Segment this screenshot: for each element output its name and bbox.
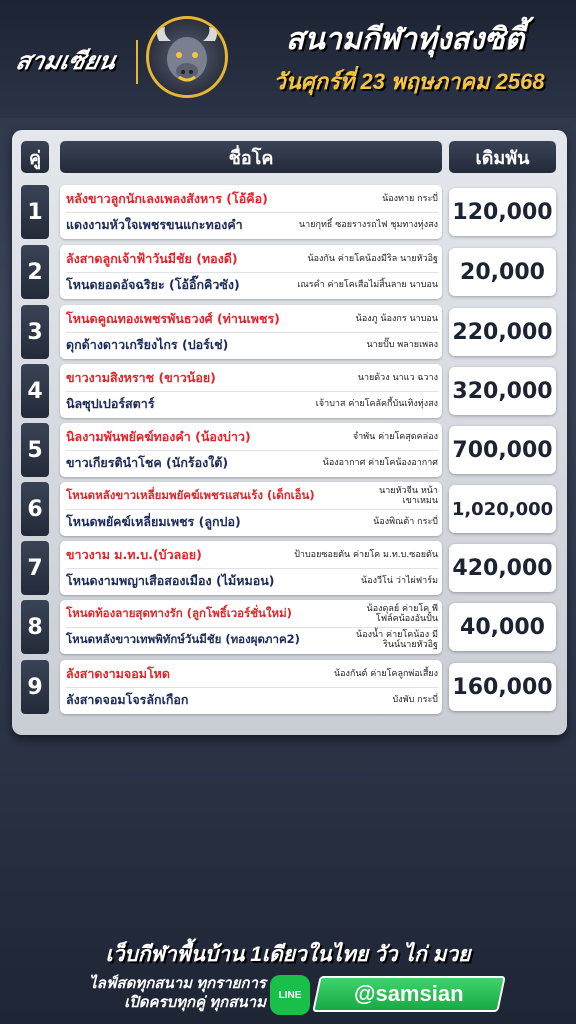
bull-names-cell [60,600,442,654]
table-row [12,245,567,299]
stake-amount: 220,000 [449,308,556,356]
owner-red: น้องภู น้องกร นาบอน [355,314,438,324]
bull-blue-name: โหนดหลังขาวเทพพิทักษ์วันมีชัย (ทองผุดภาค2) [66,632,300,646]
table-row [12,185,567,239]
header-stake: เดิมพัน [449,141,556,173]
bull-blue-name: นิลซุปเปอร์สตาร์ [66,396,155,411]
owner-blue: น้องวีโน่ ว่าไผ่ฟาร์ม [361,576,438,586]
stake-amount: 120,000 [449,188,556,236]
pair-number: 6 [21,482,49,536]
stake-amount: 20,000 [449,248,556,296]
table-row [12,660,567,714]
brand-logo [3,44,130,76]
bull-blue-name: โหนดพยัคฆ์เหลี่ยมเพชร (ลูกปอ) [66,514,241,529]
pair-number: 3 [21,305,49,359]
footer-promo [56,974,266,1012]
footer-line-2: เปิดครบทุกคู่ ทุกสนาม [124,994,266,1011]
owner-blue: น้องน้ำ ค่ายโคน้อง มีรินน์นายหัวอิฐ [356,630,438,650]
stake-amount: 320,000 [449,367,556,415]
table-row [12,600,567,654]
pair-number: 7 [21,541,49,595]
bull-blue-name: แดงงามหัวใจเพชรขนแกะทองคำ [66,217,243,232]
stake-amount: 1,020,000 [449,485,556,533]
header-bar [0,0,576,118]
bull-red-name: โหนดหลังขาวเหลี่ยมพยัคฆ์เพชรแสนเร้ง (เด็กเอ็น) [66,488,315,502]
owner-red: ป้าบอยซอยตัน ค่ายโค ม.ท.บ.ซอยตัน [294,550,438,560]
owner-blue: บังพับ กระบี่ [392,695,438,705]
stake-amount: 160,000 [449,663,556,711]
bull-red-name: ขาวงามสิงหราช (ขาวน้อย) [66,370,216,385]
owner-red: น้องกันต์ ค่ายโคลูกพ่อเสี้ยง [333,669,438,679]
bull-red-name: นิลงามพันพยัคฆ์ทองคำ (น้องบ่าว) [66,429,251,444]
bull-names-cell [60,541,442,595]
match-table [12,130,567,735]
header-bull-name: ชื่อโค [60,141,442,173]
bull-names-cell [60,482,442,536]
stake-amount: 40,000 [449,603,556,651]
bull-names-cell [60,305,442,359]
owner-blue: นายปั๊บ พลายเพลง [366,340,438,350]
bull-red-name: โหนดท้องลายสุดทางรัก (ลูกโพธิ์เวอร์ชั่นใหม่) [66,606,292,620]
line-app-icon[interactable]: LINE [270,975,310,1015]
bull-blue-name: โหนดงามพญาเสือสองเมือง (ไม้หมอน) [66,573,275,588]
bull-red-name: ลังสาดงามจอมโหด [66,666,171,681]
bull-blue-name: โหนดยอดอัจฉริยะ (โอ้อิ๊กคิวซัง) [66,277,240,292]
page-title: สนามกีฬาทุ่งสงซิตี้ [285,23,525,56]
bull-names-cell [60,364,442,418]
logo-divider [136,40,138,84]
brand-logo-text: สามเซียน [13,47,119,75]
line-id-button[interactable] [312,976,506,1012]
owner-blue: เจ้าบาส ค่ายโคลัคกี้บันเทิงทุ่งสง [315,399,438,409]
bull-names-cell [60,245,442,299]
pair-number: 8 [21,600,49,654]
table-row [12,305,567,359]
owner-red: นายหัวจีน หน้าเขาเหมน [379,486,438,506]
owner-red: นายด้วง นาแว ฉวาง [357,373,438,383]
owner-red: จำพัน ค่ายโคสุดคล่อง [352,432,438,442]
table-row [12,423,567,477]
bull-names-cell [60,185,442,239]
bull-names-cell [60,423,442,477]
owner-red: น้องทาย กระบี่ [382,194,438,204]
pair-number: 2 [21,245,49,299]
bull-red-name: หลังขาวลูกนักเลงเพลงสังหาร (โอ้คือ) [66,191,268,206]
bull-red-name: โหนดคูณทองเพชรพันธวงศ์ (ท่านเพชร) [66,311,280,326]
stake-amount: 420,000 [449,544,556,592]
owner-red: น้องดุลย์ ค่ายโค พีโฟล์คน้องอันปั้น [366,604,438,624]
pair-number: 5 [21,423,49,477]
pair-number: 1 [21,185,49,239]
owner-blue: น้องอากาศ ค่ายโคน้องอากาศ [322,458,438,468]
owner-blue: นายกุทธิ์ ซอยรางรถไฟ ชุมทางทุ่งสง [299,220,438,230]
footer-line-1: ไลฟ์สดทุกสนาม ทุกรายการ [89,975,266,992]
bull-blue-name: ขาวเกียรตินำโชค (นักร้องใต้) [66,455,229,470]
bull-red-name: ลังสาดลูกเจ้าฟ้าวันมีชัย (ทองดี) [66,251,238,266]
bull-mascot-icon [146,16,228,98]
stake-amount: 700,000 [449,426,556,474]
bull-blue-name: ลังสาดจอมโจรลักเกือก [66,692,189,707]
bull-names-cell [60,660,442,714]
owner-blue: น้องพิณต้า กระบี่ [373,517,438,527]
tagline: เว็บกีฬาพื้นบ้าน 1เดียวในไทย วัว ไก่ มวย [105,943,471,966]
header-pair: คู่ [21,141,49,173]
table-row [12,541,567,595]
owner-red: น้องกัน ค่ายโคน้องมีริล นายหัวอิฐ [307,254,438,264]
bull-blue-name: ดุกด้างดาวเกรียงไกร (ปอร์เช่) [66,337,229,352]
pair-number: 4 [21,364,49,418]
pair-number: 9 [21,660,49,714]
table-row [12,482,567,536]
event-date: วันศุกร์ที่ 23 พฤษภาคม 2568 [273,69,545,94]
table-row [12,364,567,418]
line-id-text: @samsian [354,981,464,1006]
bull-red-name: ขาวงาม ม.ท.บ.(บัวลอย) [66,547,202,562]
owner-blue: เณรคำ ค่ายโคเสือไม่สิ้นลาย นาบอน [297,280,438,290]
